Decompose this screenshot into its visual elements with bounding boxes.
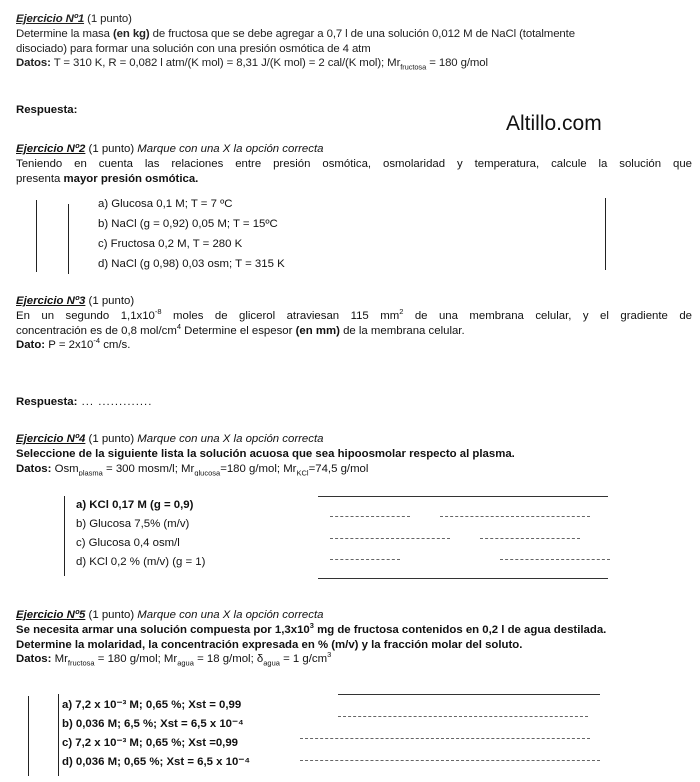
answer-line <box>330 538 450 539</box>
exercise-4-option-c[interactable]: c) Glucosa 0,4 osm/l <box>76 537 180 549</box>
data-text: cm/s. <box>100 339 131 352</box>
text: de la membrana celular. <box>339 324 465 337</box>
data-subscript: agua <box>177 658 194 668</box>
text-bold: (en kg) <box>112 27 150 40</box>
exercise-4 <box>16 432 692 476</box>
exercise-4-option-a[interactable]: a) KCl 0,17 M (g = 0,9) <box>76 499 194 511</box>
exercise-2-option-b[interactable]: b) NaCl (g = 0,92) 0,05 M; T = 15ºC <box>98 218 278 230</box>
exercise-1-points: (1 punto) <box>84 13 132 25</box>
exercise-2-options <box>98 196 285 272</box>
answer-line <box>318 578 608 579</box>
exercise-1-heading <box>16 12 692 27</box>
exercise-2 <box>16 142 692 186</box>
data-text: T = 310 K, R = 0,082 l atm/(K mol) = 8,31 J/(K mol) = 2 cal/(K mol); Mr <box>50 57 401 70</box>
text: Determine la masa <box>16 27 113 40</box>
exercise-4-option-b[interactable]: b) Glucosa 7,5% (m/v) <box>76 518 190 530</box>
text: Se necesita armar una solución compuesta por 1,3x10 <box>16 623 310 636</box>
data-label: Dato: <box>16 339 46 352</box>
text: mg de fructosa contenidos en 0,2 l de agua destilada. <box>313 623 607 636</box>
superscript: 4 <box>176 323 181 331</box>
exercise-4-data <box>16 462 692 477</box>
exercise-2-statement-line-2 <box>16 172 692 187</box>
data-label: Datos: <box>16 57 51 70</box>
exercise-5-points: (1 punto) <box>85 609 138 621</box>
exercise-4-points: (1 punto) <box>85 433 138 445</box>
exercise-2-statement-line-1: Teniendo en cuenta las relaciones entre presión osmótica, osmolaridad y temperatura, calcule la solución que <box>16 157 692 170</box>
exercise-2-heading <box>16 142 692 157</box>
exercise-5-option-a[interactable]: a) 7,2 x 10⁻³ M; 0,65 %; Xst = 0,99 <box>62 699 242 711</box>
text: presenta <box>16 172 64 185</box>
exercise-3-statement-line-1 <box>16 309 692 324</box>
answer-line <box>440 516 590 517</box>
text: concentración es de 0,8 mol/cm <box>16 324 177 337</box>
data-subscript: fructosa <box>400 62 427 72</box>
data-subscript: agua <box>263 658 280 668</box>
text: Determine el espesor <box>181 324 296 337</box>
answer-line <box>500 559 610 560</box>
data-text: = 18 g/mol; δ <box>193 653 264 666</box>
exercise-3-points: (1 punto) <box>85 295 135 307</box>
exercise-5-option-b[interactable]: b) 0,036 M; 6,5 %; Xst = 6,5 x 10⁻⁴ <box>62 718 244 730</box>
exercise-4-option-d[interactable]: d) KCl 0,2 % (m/v) (g = 1) <box>76 556 206 568</box>
answer-line <box>318 496 608 497</box>
exercise-2-right-border <box>605 198 606 270</box>
superscript: 3 <box>309 622 314 630</box>
exercise-2-left-border <box>36 200 37 272</box>
answer-line <box>338 694 600 695</box>
exercise-1-label: Ejercicio Nº1 <box>16 13 85 25</box>
data-subscript: KCl <box>296 467 309 477</box>
answer-line <box>330 559 400 560</box>
exercise-2-option-c[interactable]: c) Fructosa 0,2 M, T = 280 K <box>98 238 243 250</box>
exercise-4-options <box>76 497 205 570</box>
answer-line <box>330 516 410 517</box>
data-text: = 300 mosm/l; Mr <box>102 462 195 475</box>
exercise-2-instruction: Marque con una X la opción correcta <box>137 143 324 155</box>
exercise-1-data <box>16 56 692 71</box>
exercise-5-instruction: Marque con una X la opción correcta <box>137 609 324 621</box>
superscript: -8 <box>154 308 162 316</box>
exercise-3-statement-line-2 <box>16 324 692 339</box>
data-text: = 1 g/cm <box>279 653 328 666</box>
exercise-1-statement-line-2: disociado) para formar una solución con una presión osmótica de 4 atm <box>16 42 371 55</box>
exercise-4-label: Ejercicio Nº4 <box>16 433 86 445</box>
exercise-2-label: Ejercicio Nº2 <box>16 143 86 155</box>
exercise-5-option-c[interactable]: c) 7,2 x 10⁻³ M; 0,65 %; Xst =0,99 <box>62 737 239 749</box>
exercise-4-instruction: Marque con una X la opción correcta <box>137 433 324 445</box>
answer-line <box>338 716 588 717</box>
exercise-5-statement-line-1 <box>16 623 692 638</box>
data-label: Datos: <box>16 462 52 475</box>
exercise-5-heading <box>16 608 692 623</box>
data-label: Datos: <box>16 653 52 666</box>
exercise-3-heading <box>16 294 692 309</box>
watermark: Altillo.com <box>506 112 602 135</box>
exercise-5-mid-border <box>58 694 59 776</box>
exercise-5-label: Ejercicio Nº5 <box>16 609 86 621</box>
data-subscript: fructosa <box>67 658 95 668</box>
exercise-1-statement-line-1 <box>16 27 692 42</box>
text: de fructosa que se debe agregar a 0,7 l de una solución 0,012 M de NaCl (totalmente <box>149 27 575 40</box>
data-subscript: glucosa <box>194 467 221 477</box>
exercise-2-points: (1 punto) <box>85 143 138 155</box>
exercise-4-heading <box>16 432 692 447</box>
superscript: -4 <box>93 338 101 346</box>
data-text: Mr <box>51 653 68 666</box>
answer-line <box>300 760 600 761</box>
exercise-5-statement-line-2: Determine la molaridad, la concentración expresada en % (m/v) y la fracción molar del soluto. <box>16 638 523 651</box>
exercise-2-mid-border <box>68 204 69 274</box>
exercise-3 <box>16 294 692 353</box>
superscript: 3 <box>327 652 332 660</box>
text-bold: mayor presión osmótica. <box>63 172 199 185</box>
exercise-3-answer-label: Respuesta: <box>16 396 78 408</box>
exercise-2-option-a[interactable]: a) Glucosa 0,1 M; T = 7 ºC <box>98 198 233 210</box>
answer-line <box>480 538 580 539</box>
exercise-5 <box>16 608 692 667</box>
exercise-1 <box>16 12 692 71</box>
text-bold: (en mm) <box>295 324 340 337</box>
answer-line <box>300 738 590 739</box>
exercise-5-option-d[interactable]: d) 0,036 M; 0,65 %; Xst = 6,5 x 10⁻⁴ <box>62 756 250 768</box>
superscript: 2 <box>399 308 404 316</box>
data-text: =74,5 g/mol <box>308 462 369 475</box>
data-text: =180 g/mol; Mr <box>220 462 297 475</box>
exercise-4-left-border <box>64 496 65 576</box>
exercise-4-statement: Seleccione de la siguiente lista la solución acuosa que sea hipoosmolar respecto al plasma. <box>16 447 515 460</box>
data-text: P = 2x10 <box>45 339 94 352</box>
exercise-2-option-d[interactable]: d) NaCl (g 0,98) 0,03 osm; T = 315 K <box>98 258 285 270</box>
exercise-5-data <box>16 652 692 667</box>
exercise-5-options <box>62 697 250 770</box>
exercise-1-answer-label: Respuesta: <box>16 104 78 116</box>
text: En un segundo 1,1x10 <box>16 309 155 322</box>
data-text: = 180 g/mol <box>426 57 488 70</box>
data-text: = 180 g/mol; Mr <box>94 653 178 666</box>
exercise-3-answer <box>16 396 152 408</box>
data-subscript: plasma <box>78 467 103 477</box>
exercise-3-data <box>16 338 692 353</box>
data-text: Osm <box>51 462 79 475</box>
exercise-3-label: Ejercicio Nº3 <box>16 295 86 307</box>
text: moles de glicerol atraviesan 115 mm <box>161 309 400 322</box>
exercise-3-answer-blank[interactable]: ... ............. <box>77 396 153 408</box>
exercise-5-left-border <box>28 696 29 776</box>
text: de una membrana celular, y el gradiente de <box>403 309 692 322</box>
